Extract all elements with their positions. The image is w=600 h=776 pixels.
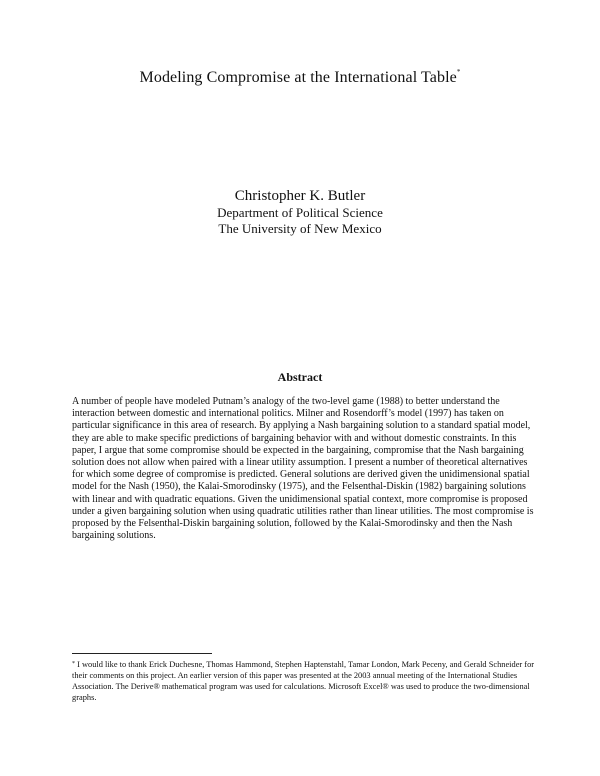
footnote-divider [72,653,212,654]
abstract-heading: Abstract [277,370,323,384]
author-university: The University of New Mexico [218,221,382,236]
author-department: Department of Political Science [217,205,383,220]
author-block [0,187,600,237]
abstract-body: A number of people have modeled Putnam’s analogy of the two-level game (1988) to better understand the interaction between domestic and international politics. Milner and Rosendorff’s model (1997) has taken on particular significance in this area of research. By applying a Nash bargaining solution to a standard spatial model, they are able to make specific predictions of bargaining behavior with and without domestic constraints. In this paper, I argue that some compromise should be expected in the bargaining, compromise that the Nash bargaining solution does not allow when paired with a linear utility assumption. I present a number of theoretical alternatives for which some degree of compromise is predicted. General solutions are derived given the unidimensional spatial model for the Nash (1950), the Kalai-Smorodinsky (1975), and the Felsenthal-Diskin (1982) bargaining solutions with linear and with quadratic equations. Given the unidimensional spatial context, more compromise is proposed under a given bargaining solution when using quadratic utilities rather than linear utilities. The most compromise is proposed by the Felsenthal-Diskin bargaining solution, followed by the Kalai-Smorodinsky and then the Nash bargaining solutions. [72,396,534,542]
footnote-text: I would like to thank Erick Duchesne, Thomas Hammond, Stephen Haptenstahl, Tamar London, Mark Peceny, and Gerald Schneider for their comments on this project. An earlier version of this paper was presented at the 2003 annual meeting of the International Studies Association. The Derive® mathematical program was used for calculations. Microsoft Excel® was used to produce the two-dimensional graphs. [72,660,535,702]
footnote-marker: * [72,661,75,667]
footnote [72,659,538,703]
title-footnote-marker: * [456,68,461,76]
paper-title [0,69,600,87]
author-name: Christopher K. Butler [234,188,366,204]
paper-title-text: Modeling Compromise at the International Table [139,69,457,86]
